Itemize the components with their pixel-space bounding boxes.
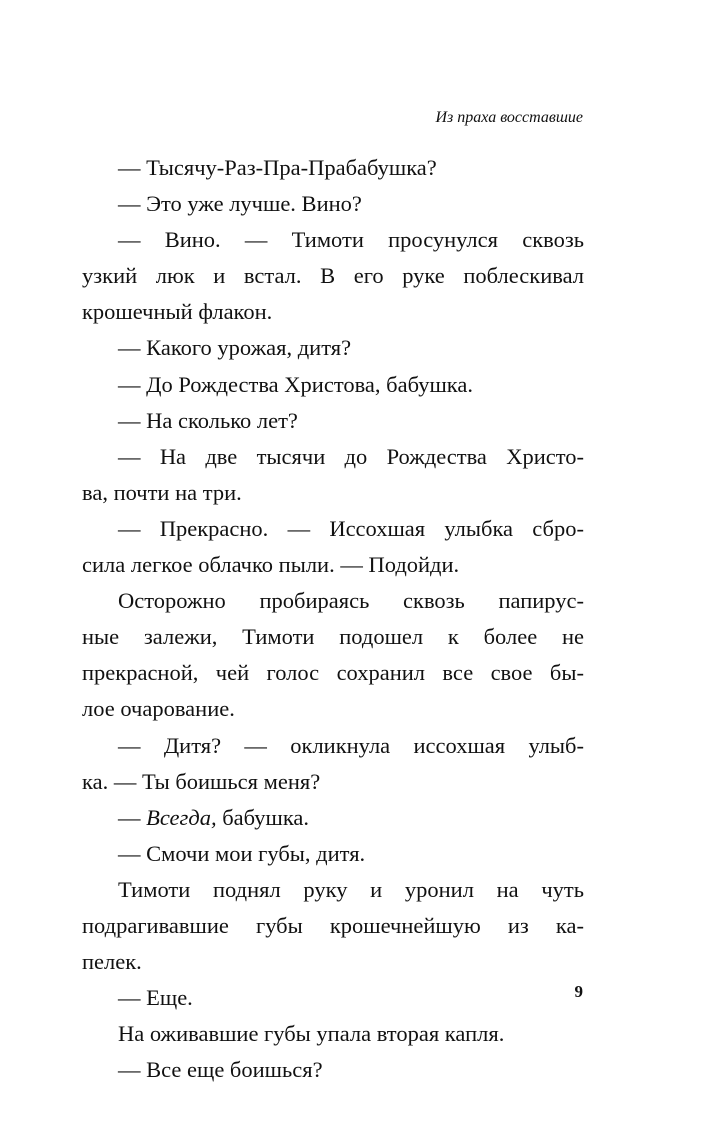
body-text (82, 150, 584, 1088)
text-line: подрагивавшие губы крошечнейшую из ка- (82, 912, 584, 938)
text-line: — Вино. — Тимоти просунулся сквозь (118, 227, 584, 253)
text-line: — Тысячу-Раз-Пра-Прабабушка? (118, 155, 437, 180)
text-line: ва, почти на три. (82, 479, 242, 505)
text-line: — Смочи мои губы, дитя. (118, 840, 366, 866)
dash-prefix: — (118, 804, 147, 830)
italic-word: Всегда, (146, 804, 217, 830)
text-line: Осторожно пробираясь сквозь папирус- (118, 588, 584, 614)
text-line: — На две тысячи до Рождества Христо- (118, 443, 584, 469)
text-line: — Это уже лучше. Вино? (118, 191, 362, 217)
text-line: — Еще. (118, 985, 193, 1011)
text-line: — Какого урожая, дитя? (118, 335, 352, 361)
text-line: На оживавшие губы упала вторая капля. (118, 1021, 505, 1047)
text-line: — Все еще боишься? (118, 1057, 323, 1083)
running-head: Из праха восставшие (435, 109, 583, 126)
page-number: 9 (574, 982, 583, 1001)
text-line: узкий люк и встал. В его руке поблескивал (82, 263, 584, 289)
text-line: — До Рождества Христова, бабушка. (118, 371, 473, 397)
text-line: ка. — Ты боишься меня? (82, 768, 321, 794)
text-line: ные залежи, Тимоти подошел к более не (82, 624, 584, 650)
text-line (82, 800, 584, 836)
line-remainder: бабушка. (216, 804, 310, 830)
text-line: — Дитя? — окликнула иссохшая улыб- (118, 732, 584, 758)
text-line: сила легкое облачко пыли. — Подойди. (82, 552, 460, 578)
text-line: — Прекрасно. — Иссохшая улыбка сбро- (118, 515, 584, 541)
text-line: — На сколько лет? (118, 407, 298, 433)
text-line: Тимоти поднял руку и уронил на чуть (118, 876, 584, 902)
text-line: крошечный флакон. (82, 299, 273, 325)
text-line: лое очарование. (82, 696, 235, 722)
text-line: пелек. (82, 949, 142, 975)
text-line: прекрасной, чей голос сохранил все свое бы- (82, 660, 584, 686)
